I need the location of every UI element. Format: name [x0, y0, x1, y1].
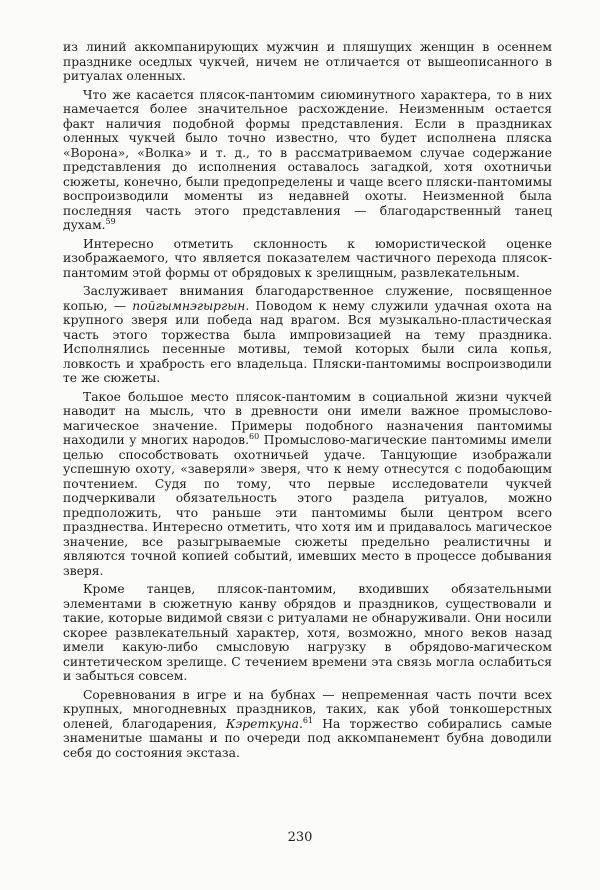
footnote-ref: 61 — [302, 715, 314, 725]
paragraph-text: Кроме танцев, плясок-пантомим, входивших обязательными элементами в сюжетную канву обрядов и праздников, существовали и такие, которые видимой связи с ритуалами не обнаруживали. Они носили скорее развлекательный характер, хотя, возможно, много веков назад имели какую-либо смысловую нагрузку в обрядово-магическом синтетическом зрелище. С течением времени эта связь могла ослабиться и забыться совсем. — [63, 582, 552, 683]
italic-term: Кэреткуна. — [225, 716, 303, 731]
paragraph-text: Что же касается плясок-пантомим сиюминутного характера, то в них намечается более значительное расхождение. Неизменным остается факт наличия подобной формы представления. Если в праздниках оленных чукчей было точно известно, что будет исполнена пляска «Ворона», «Волка» и т. д., то в рассматриваемом случае содержание представления до исполнения оставалось загадкой, хотя охотничьи сюжеты, конечно, были предопределены и чаще всего пляски-пантомимы воспроизводили моменты из недавней охоты. Неизменной была последняя часть этого представления — благодарственный танец духам. — [63, 87, 552, 232]
paragraph-text: Такое большое место плясок-пантомим в социальной жизни чукчей наводит на мысль, что в древности они имели важное промыслово-магическое значение. Примеры подобного назначения пантомимы находили у многих народов. — [63, 389, 552, 447]
paragraph-text: Соревнования в игре и на бубнах — непременная часть почти всех крупных, многодневных праздников, таких, как убой тонкошерстных оленей, благодарения, — [63, 687, 552, 731]
paragraph-text: На торжество собирались самые знаменитые шаманы и по очереди под аккомпанемент бубна доводили себя до состояния экстаза. — [63, 716, 553, 760]
paragraph-6 — [63, 582, 552, 684]
italic-term: пойгымнэгыргын. — [132, 298, 250, 313]
paragraph-text: Заслуживает внимания благодарственное служение, посвященное копью, — — [63, 284, 552, 313]
main-text — [63, 40, 552, 764]
paragraph-2 — [63, 88, 552, 233]
paragraph-1 — [63, 40, 552, 84]
paragraph-text: Промыслово-магические пантомимы имели целью способствовать охотничьей удаче. Танцующие изображали успешную охоту, «заверяли» зверя, что к нему отнесутся с подобающим почтением. Судя по тому, что первые исследователи чукчей подчеркивали обязательность этого раздела ритуалов, можно предположить, что раньше эти пантомимы были центром всего празднества. Интересно отметить, что хотя им и придавалось магическое значение, все разыгрываемые сюжеты предельно реалистичны и являются точной копией событий, имевших место в процессе добывания зверя. — [63, 433, 552, 578]
page-number: 230 — [287, 830, 313, 845]
paragraph-7 — [63, 688, 552, 761]
footnote-ref: 60 — [249, 431, 260, 441]
paragraph-text: из линий аккомпанирующих мужчин и пляшущих женщин в осеннем празднике оседлых чукчей, ничем не отличается от вышеописанного в ритуалах оленных. — [63, 40, 552, 83]
paragraph-5 — [63, 390, 552, 579]
footnote-ref: 59 — [105, 216, 116, 226]
paragraph-4 — [63, 284, 552, 386]
paragraph-text: Поводом к нему служили удачная охота на крупного зверя или победа над врагом. Вся музыкально-пластическая часть этого торжества была импровизацией на тему праздника. Исполнялись песенные мотивы, темой которых были сила копья, ловкость и храбрость его владельца. Пляски-пантомимы воспроизводили те же сюжеты. — [63, 298, 552, 385]
paragraph-text: Интересно отметить склонность к юмористической оценке изображаемого, что является показателем частичного перехода плясок-пантомим этой формы от обрядовых к зрелищным, развлекательным. — [63, 236, 552, 280]
paragraph-3 — [63, 237, 552, 281]
